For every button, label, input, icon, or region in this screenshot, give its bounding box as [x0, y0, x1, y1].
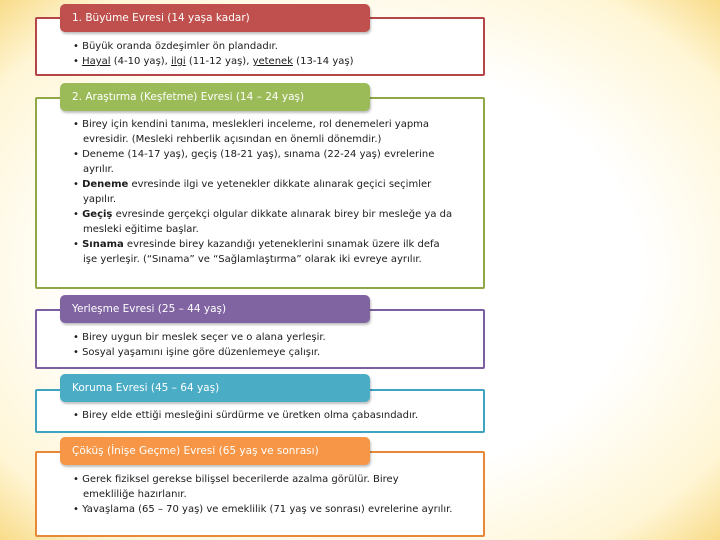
bullet-text-segment: (11-12 yaş),	[185, 56, 253, 67]
bullet-text-segment: ilgi	[171, 56, 186, 67]
bullet-text-segment: evresinde birey kazandığı yeteneklerini sınamak üzere ilk defa işe yerleşir. (“Sınama” ve “Sağlamlaştırma” olarak iki evreye ayrılır.	[83, 239, 440, 265]
maintenance-stage-header: Koruma Evresi (45 – 64 yaş)	[60, 374, 370, 402]
bullet-text-segment: evresinde gerçekçi olgular dikkate alınarak birey bir mesleğe ya da mesleki eğitime başlar.	[83, 209, 453, 235]
growth-stage-bullets	[73, 39, 453, 69]
list-item: • Birey uygun bir meslek seçer ve o alana yerleşir.	[73, 330, 453, 345]
maintenance-stage-bullets	[73, 408, 453, 423]
list-item: • Büyük oranda özdeşimler ön plandadır.	[73, 39, 453, 54]
list-item: • Yavaşlama (65 – 70 yaş) ve emeklilik (71 yaş ve sonrası) evrelerine ayrılır.	[73, 502, 453, 517]
growth-stage-header: 1. Büyüme Evresi (14 yaşa kadar)	[60, 4, 370, 32]
list-item	[73, 237, 453, 267]
list-item: • Sosyal yaşamını işine göre düzenlemeye çalışır.	[73, 345, 453, 360]
bullet-text-segment: yetenek	[252, 56, 293, 67]
establishment-stage-bullets	[73, 330, 453, 360]
bullet-text-segment: evresinde ilgi ve yetenekler dikkate alınarak geçici seçimler yapılır.	[83, 179, 432, 205]
list-item	[73, 54, 453, 69]
exploration-stage-header: 2. Araştırma (Keşfetme) Evresi (14 – 24 yaş)	[60, 83, 370, 111]
bullet-text-segment: Hayal	[82, 56, 111, 67]
bullet-text-segment: (13-14 yaş)	[293, 56, 354, 67]
exploration-stage-bullets	[73, 117, 453, 267]
list-item: • Birey elde ettiği mesleğini sürdürme ve üretken olma çabasındadır.	[73, 408, 453, 423]
list-item	[73, 207, 453, 237]
list-item: • Deneme (14-17 yaş), geçiş (18-21 yaş), sınama (22-24 yaş) evrelerine ayrılır.	[73, 147, 453, 177]
list-item: • Gerek fiziksel gerekse bilişsel becerilerde azalma görülür. Birey emekliliğe hazırlanır.	[73, 472, 453, 502]
bullet-text-segment: (4-10 yaş),	[110, 56, 172, 67]
decline-stage-header: Çöküş (İnişe Geçme) Evresi (65 yaş ve sonrası)	[60, 437, 370, 465]
bullet-text-segment: Sınama	[82, 239, 124, 250]
establishment-stage-header: Yerleşme Evresi (25 – 44 yaş)	[60, 295, 370, 323]
decline-stage-bullets	[73, 472, 453, 517]
bullet-text-segment: Deneme	[82, 179, 129, 190]
list-item	[73, 177, 453, 207]
bullet-text-segment: Geçiş	[82, 209, 113, 220]
list-item: • Birey için kendini tanıma, meslekleri inceleme, rol denemeleri yapma evresidir. (Mesleki rehberlik açısından en önemli dönemdir.)	[73, 117, 453, 147]
